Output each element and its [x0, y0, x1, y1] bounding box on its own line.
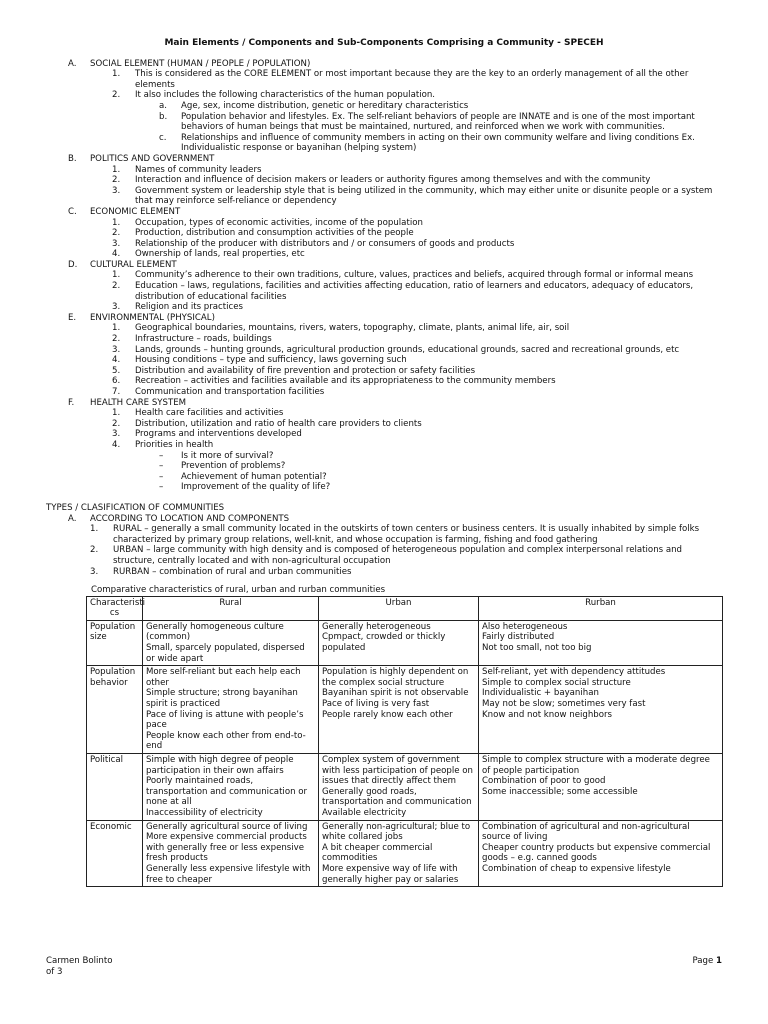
item-text: Distribution and availability of fire prevention and protection or safety facilities [135, 365, 476, 376]
item-number: 1. [112, 69, 121, 80]
list-item [90, 175, 722, 186]
cell-line: Self-reliant, yet with dependency attitudes [482, 667, 666, 678]
section-body [90, 260, 722, 313]
item-body [135, 419, 722, 430]
list-item [90, 281, 722, 302]
item-number: 1. [112, 270, 121, 281]
row-label: Population behavior [87, 666, 143, 754]
section-body [90, 154, 722, 207]
sub-item-letter: c. [159, 132, 167, 143]
table-cell [319, 754, 479, 821]
item-text: Priorities in health [135, 439, 214, 450]
table-row [87, 666, 723, 754]
item-text: Recreation – activities and facilities available and its appropriateness to the community members [135, 376, 556, 387]
cell-line: Know and not know neighbors [482, 709, 612, 720]
table-cell [479, 666, 723, 754]
cell-line: More self-reliant but each help each other [146, 667, 301, 688]
table-cell [319, 666, 479, 754]
item-text: Community’s adherence to their own traditions, culture, values, practices and beliefs, acquired through formal or informal means [135, 270, 694, 281]
item-number: 4. [112, 249, 121, 260]
types-section [46, 514, 722, 578]
table-cell [319, 620, 479, 665]
item-text: Communication and transportation facilities [135, 387, 325, 397]
item-body [135, 270, 722, 281]
cell-line: Complex system of government with less participation of people on issues that directly affect them [322, 755, 473, 787]
section-body [90, 398, 722, 493]
item-number: 6. [112, 376, 121, 387]
list-item [90, 186, 722, 207]
table-row [87, 754, 723, 821]
cell-line: Generally good roads, transportation and communication [322, 786, 472, 808]
sub-item-letter: b. [159, 111, 168, 122]
footer-page-current: 1 [716, 956, 722, 966]
types-section-mark: A. [68, 513, 77, 524]
item-number: 2. [112, 334, 121, 345]
item-number: 2. [112, 418, 121, 429]
table-cell [479, 820, 723, 887]
item-body [135, 281, 722, 302]
types-heading: TYPES / CLASIFICATION OF COMMUNITIES [46, 502, 225, 513]
row-label: Political [87, 754, 143, 821]
section-label: SOCIAL ELEMENT (HUMAN / PEOPLE / POPULATION) [90, 58, 311, 69]
cell-line: A bit cheaper commercial commodities [322, 842, 433, 864]
section-mark: C. [68, 206, 77, 217]
item-number: 1. [112, 217, 121, 228]
cell-line: Simple structure; strong bayanihan spirit is practiced [146, 688, 298, 710]
item-text: Infrastructure – roads, buildings [135, 334, 272, 345]
item-number: 2. [112, 175, 121, 186]
elements-outline [46, 59, 722, 493]
item-body [135, 323, 722, 334]
footer-author-name: Carmen Bolinto [46, 956, 113, 966]
sub-item-text: Age, sex, income distribution, genetic or hereditary characteristics [181, 100, 469, 111]
item-body [135, 355, 722, 366]
item-number: 5. [112, 365, 121, 376]
item-text: Lands, grounds – hunting grounds, agricultural production grounds, educational grounds, sacred and recreational grounds, etc [135, 344, 680, 355]
section-body [90, 59, 722, 154]
cell-line: Individualistic + bayanihan [482, 688, 599, 699]
list-item [90, 334, 722, 345]
cell-line: Generally non-agricultural; blue to white collared jobs [322, 821, 471, 843]
cell-line: Simple to complex structure with a moderate degree of people participation [482, 755, 710, 776]
item-text: Government system or leadership style that is being utilized in the community, which may either unite or disunite people or a system that may reinforce self-reliance or dependency [135, 185, 713, 207]
list-item [90, 90, 722, 154]
row-label: Economic [87, 820, 143, 887]
item-text: Health care facilities and activities [135, 408, 284, 419]
item-number: 3. [112, 429, 121, 440]
comparison-table [86, 596, 723, 887]
list-item [90, 419, 722, 430]
cell-line: More expensive commercial products with generally free or less expensive fresh products [146, 832, 307, 864]
cell-line: Cheaper country products but expensive commercial goods – e.g. canned goods [482, 842, 711, 864]
outline-section [46, 260, 722, 313]
dash-item [135, 451, 722, 462]
item-number: 1. [112, 164, 121, 175]
item-text: Geographical boundaries, mountains, rivers, waters, topography, climate, plants, animal life, air, soil [135, 323, 570, 334]
sub-item [135, 101, 722, 112]
item-body [135, 249, 722, 260]
item-text: Production, distribution and consumption activities of the people [135, 228, 414, 239]
section-body [90, 313, 722, 398]
list-item [90, 408, 722, 419]
dash-item-text: Achievement of human potential? [181, 471, 327, 482]
item-body [135, 429, 722, 440]
cell-line: Generally agricultural source of living [146, 821, 308, 832]
section-label: POLITICS AND GOVERNMENT [90, 153, 215, 164]
item-body [135, 376, 722, 387]
item-text: URBAN – large community with high density and is composed of heterogeneous population and complex interpersonal relations and structure, centrally located and with non-agricultural occupation [113, 545, 683, 566]
list-item [90, 228, 722, 239]
item-text: RURAL – generally a small community located in the outskirts of town centers or business centers. It is usually inhabited by simple folks characterized by primary group relations, well-knit, and whose occupation is farming, fishing and food gathering [113, 524, 700, 545]
cell-line: Cpmpact, crowded or thickly populated [322, 632, 446, 654]
item-body [135, 345, 722, 356]
cell-line: Combination of poor to good [482, 776, 606, 787]
section-label: CULTURAL ELEMENT [90, 259, 177, 270]
cell-line: Pace of living is very fast [322, 699, 430, 710]
table-cell [143, 666, 319, 754]
footer-page-number [692, 956, 722, 967]
dash-item-text: Prevention of problems? [181, 461, 286, 472]
item-number: 4. [112, 439, 121, 450]
item-number: 7. [112, 387, 121, 397]
table-cell [143, 820, 319, 887]
table-header-row [87, 596, 723, 620]
section-label: ECONOMIC ELEMENT [90, 206, 181, 217]
dash-item-text: Is it more of survival? [181, 450, 274, 461]
item-number: 1. [112, 323, 121, 334]
item-text: Names of community leaders [135, 164, 262, 175]
item-text: RURBAN – combination of rural and urban communities [113, 566, 352, 577]
item-text: Religion and its practices [135, 302, 244, 313]
item-body [135, 334, 722, 345]
item-body [135, 408, 722, 419]
header-urban: Urban [319, 596, 479, 620]
list-item [90, 249, 722, 260]
item-text: Interaction and influence of decision makers or leaders or authority figures among themselves and with the community [135, 175, 651, 186]
dash-bullet: – [159, 471, 164, 482]
cell-line: Combination of cheap to expensive lifestyle [482, 863, 671, 874]
table-cell [479, 620, 723, 665]
item-body [135, 366, 722, 377]
dash-item-text: Improvement of the quality of life? [181, 482, 331, 493]
sub-item-text: Population behavior and lifestyles. Ex. The self-reliant behaviors of people are INNATE and is one of the most important behaviors of human beings that must be maintained, nurtured, and reinforced when we work with communities. [181, 111, 695, 133]
item-number: 2. [112, 228, 121, 239]
list-item [90, 218, 722, 229]
item-number: 3. [112, 238, 121, 249]
list-item [90, 545, 722, 566]
cell-line: People know each other from end-to-end [146, 730, 306, 752]
item-number: 3. [112, 302, 121, 313]
dash-bullet: – [159, 450, 164, 461]
item-text: Programs and interventions developed [135, 429, 302, 440]
cell-line: Poorly maintained roads, transportation and communication or none at all [146, 776, 308, 808]
cell-line: Generally less expensive lifestyle with free to cheaper [146, 863, 311, 885]
item-body [135, 90, 722, 154]
list-item [90, 524, 722, 545]
cell-line: Not too small, not too big [482, 643, 592, 654]
cell-line: Generally homogeneous culture (common) [146, 621, 284, 643]
table-cell [479, 754, 723, 821]
cell-line: Generally heterogeneous [322, 621, 431, 632]
header-characteristics: Characteristi cs [87, 596, 143, 620]
item-body [135, 239, 722, 250]
types-section-label: ACCORDING TO LOCATION AND COMPONENTS [90, 513, 290, 524]
footer-page-total: of 3 [46, 966, 63, 977]
footer-page-prefix: Page [692, 956, 717, 966]
section-mark: A. [68, 58, 77, 69]
item-number: 4. [112, 355, 121, 366]
outline-section [46, 154, 722, 207]
item-body [135, 302, 722, 313]
cell-line: Simple with high degree of people participation in their own affairs [146, 755, 294, 776]
list-item [90, 302, 722, 313]
cell-line: Inaccessibility of electricity [146, 807, 263, 818]
list-item [90, 567, 722, 578]
item-number: 2. [90, 545, 99, 556]
cell-line: Available electricity [322, 807, 407, 818]
dash-bullet: – [159, 461, 164, 472]
section-label: HEALTH CARE SYSTEM [90, 397, 187, 408]
item-number: 2. [112, 90, 121, 101]
list-item [90, 165, 722, 176]
list-item [90, 440, 722, 493]
section-mark: E. [68, 312, 77, 323]
item-body [135, 218, 722, 229]
item-body [135, 175, 722, 186]
section-mark: B. [68, 153, 77, 164]
table-cell [319, 820, 479, 887]
cell-line: Some inaccessible; some accessible [482, 786, 638, 797]
item-number: 2. [112, 281, 121, 292]
outline-section [46, 59, 722, 154]
section-mark: D. [68, 259, 78, 270]
dash-item [135, 461, 722, 472]
item-number: 3. [112, 344, 121, 355]
table-caption: Comparative characteristics of rural, urban and rurban communities [91, 585, 386, 596]
list-item [90, 366, 722, 377]
cell-line: May not be slow; sometimes very fast [482, 699, 646, 710]
item-body [135, 69, 722, 90]
cell-line: Population is highly dependent on the complex social structure [322, 667, 469, 688]
cell-line: Small, sparcely populated, dispersed or wide apart [146, 643, 305, 664]
item-number: 3. [90, 566, 99, 577]
table-row [87, 620, 723, 665]
item-text: Ownership of lands, real properties, etc [135, 249, 305, 260]
cell-line: Fairly distributed [482, 632, 555, 643]
cell-line: Bayanihan spirit is not observable [322, 688, 469, 699]
item-number: 3. [112, 185, 121, 196]
dash-bullet: – [159, 482, 164, 493]
item-number: 1. [90, 524, 99, 535]
section-mark: F. [68, 397, 75, 408]
sub-item-letter: a. [159, 100, 167, 111]
item-text: Distribution, utilization and ratio of health care providers to clients [135, 418, 422, 429]
cell-line: Combination of agricultural and non-agricultural source of living [482, 821, 690, 843]
document-title: Main Elements / Components and Sub-Components Comprising a Community - SPECEH [164, 38, 604, 48]
list-item [90, 239, 722, 250]
list-item [90, 69, 722, 90]
item-body [135, 165, 722, 176]
outline-section [46, 398, 722, 493]
header-rurban: Rurban [479, 596, 723, 620]
table-row [87, 820, 723, 887]
item-text: It also includes the following characteristics of the human population. [135, 90, 436, 101]
dash-item [135, 482, 722, 493]
item-body [135, 228, 722, 239]
outline-section [46, 313, 722, 398]
list-item [90, 376, 722, 387]
row-label: Population size [87, 620, 143, 665]
sub-item [135, 133, 722, 154]
item-body [135, 387, 722, 398]
footer-author [46, 956, 146, 977]
document-page [46, 38, 722, 887]
item-body [135, 440, 722, 493]
item-body [135, 186, 722, 207]
cell-line: Pace of living is attune with people’s pace [146, 709, 304, 731]
list-item [90, 387, 722, 398]
header-rural: Rural [143, 596, 319, 620]
sub-item [135, 112, 722, 133]
item-text: Occupation, types of economic activities, income of the population [135, 217, 423, 228]
cell-line: Simple to complex social structure [482, 677, 631, 688]
list-item [90, 345, 722, 356]
list-item [90, 323, 722, 334]
cell-line: People rarely know each other [322, 709, 453, 720]
cell-line: Also heterogeneous [482, 621, 568, 632]
table-cell [143, 754, 319, 821]
item-text: Relationship of the producer with distributors and / or consumers of goods and products [135, 238, 515, 249]
item-text: Education – laws, regulations, facilities and activities affecting education, ratio of learners and educators, adequacy of educators, distribution of educational facilities [135, 281, 694, 302]
types-list [90, 524, 722, 577]
section-body [90, 207, 722, 260]
list-item [90, 355, 722, 366]
cell-line: More expensive way of life with generally higher pay or salaries [322, 863, 459, 885]
list-item [90, 429, 722, 440]
sub-item-text: Relationships and influence of community members in acting on their own community welfare and living conditions Ex. Individualistic response or bayanihan (helping system) [181, 132, 695, 154]
section-label: ENVIRONMENTAL (PHYSICAL) [90, 312, 215, 323]
table-cell [143, 620, 319, 665]
item-text: Housing conditions – type and sufficiency, laws governing such [135, 355, 407, 366]
item-text: This is considered as the CORE ELEMENT or most important because they are the key to an orderly management of all the other elements [135, 69, 689, 90]
dash-item [135, 472, 722, 483]
list-item [90, 270, 722, 281]
table-body [87, 620, 723, 886]
outline-section [46, 207, 722, 260]
item-number: 1. [112, 408, 121, 419]
